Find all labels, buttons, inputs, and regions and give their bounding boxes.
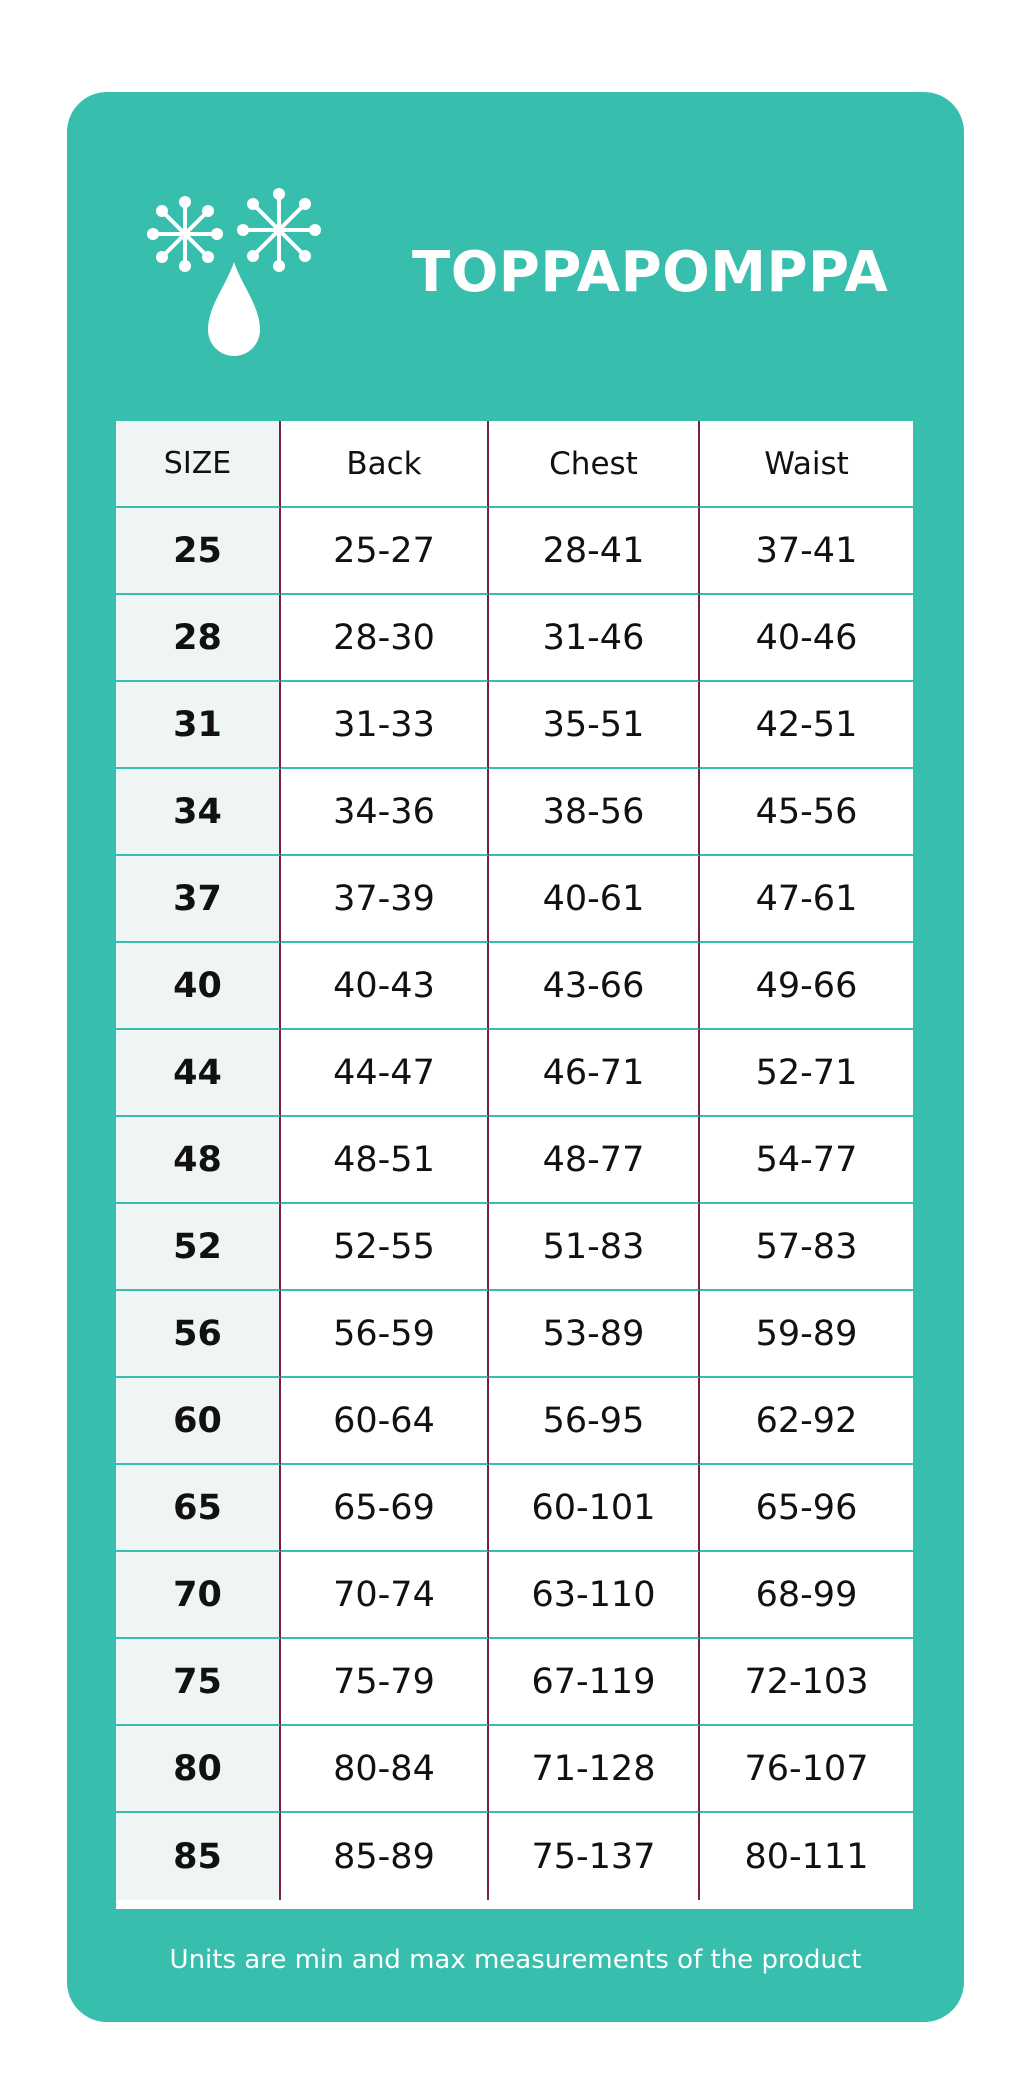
brand-name: TOPPAPOMPPA (412, 240, 889, 305)
size-cell: 31 (116, 682, 281, 769)
back-cell: 65-69 (281, 1465, 489, 1552)
column-header-back: Back (281, 421, 489, 508)
waist-cell: 40-46 (700, 595, 913, 682)
back-cell: 85-89 (281, 1813, 489, 1900)
waist-cell: 42-51 (700, 682, 913, 769)
size-cell: 44 (116, 1030, 281, 1117)
chest-cell: 53-89 (489, 1291, 700, 1378)
chest-cell: 38-56 (489, 769, 700, 856)
column-header-chest: Chest (489, 421, 700, 508)
waist-cell: 80-111 (744, 1836, 869, 1877)
back-cell: 48-51 (281, 1117, 489, 1204)
waist-cell: 72-103 (700, 1639, 913, 1726)
size-cell: 75 (116, 1639, 281, 1726)
back-cell: 75-79 (281, 1639, 489, 1726)
back-cell: 80-84 (281, 1726, 489, 1813)
back-cell: 56-59 (281, 1291, 489, 1378)
chest-cell: 35-51 (489, 682, 700, 769)
back-cell: 52-55 (281, 1204, 489, 1291)
waist-cell: 45-56 (700, 769, 913, 856)
column-header-waist: Waist (700, 421, 913, 508)
snowflake-icon (147, 196, 223, 272)
waist-cell: 76-107 (700, 1726, 913, 1813)
size-cell: 28 (116, 595, 281, 682)
back-cell: 60-64 (281, 1378, 489, 1465)
back-cell: 34-36 (281, 769, 489, 856)
chest-cell: 71-128 (489, 1726, 700, 1813)
size-cell: 37 (116, 856, 281, 943)
back-cell: 70-74 (281, 1552, 489, 1639)
size-cell: 70 (116, 1552, 281, 1639)
chest-cell: 43-66 (489, 943, 700, 1030)
size-cell: 85 (116, 1813, 281, 1900)
chest-cell: 63-110 (489, 1552, 700, 1639)
size-cell: 48 (116, 1117, 281, 1204)
size-cell: 60 (116, 1378, 281, 1465)
back-cell: 28-30 (281, 595, 489, 682)
back-cell: 44-47 (281, 1030, 489, 1117)
units-footnote: Units are min and max measurements of the product (169, 1945, 862, 1975)
back-cell: 25-27 (281, 508, 489, 595)
size-cell: 34 (116, 769, 281, 856)
size-cell: 65 (116, 1465, 281, 1552)
size-cell: 52 (116, 1204, 281, 1291)
waist-cell: 68-99 (700, 1552, 913, 1639)
size-cell: 40 (116, 943, 281, 1030)
chest-cell: 28-41 (489, 508, 700, 595)
chest-cell: 56-95 (489, 1378, 700, 1465)
waist-cell: 54-77 (700, 1117, 913, 1204)
waist-cell: 65-96 (700, 1465, 913, 1552)
chest-cell: 67-119 (489, 1639, 700, 1726)
brand-logo (140, 188, 336, 360)
waist-cell: 52-71 (700, 1030, 913, 1117)
chest-cell: 75-137 (489, 1813, 700, 1900)
chest-cell: 46-71 (489, 1030, 700, 1117)
waist-cell: 57-83 (700, 1204, 913, 1291)
size-cell: 80 (116, 1726, 281, 1813)
column-header-size: SIZE (116, 421, 281, 508)
chest-cell: 31-46 (489, 595, 700, 682)
chest-cell: 40-61 (489, 856, 700, 943)
waist-cell: 47-61 (700, 856, 913, 943)
chest-cell: 60-101 (489, 1465, 700, 1552)
waist-cell: 49-66 (700, 943, 913, 1030)
waist-cell: 37-41 (700, 508, 913, 595)
chest-cell: 48-77 (489, 1117, 700, 1204)
size-table (116, 421, 913, 1909)
back-cell: 31-33 (281, 682, 489, 769)
back-cell: 40-43 (281, 943, 489, 1030)
snowflake-icon (237, 188, 321, 272)
size-cell: 25 (116, 508, 281, 595)
water-drop-icon (208, 262, 260, 356)
chest-cell: 51-83 (489, 1204, 700, 1291)
back-cell: 37-39 (281, 856, 489, 943)
size-cell: 56 (116, 1291, 281, 1378)
waist-cell: 62-92 (700, 1378, 913, 1465)
waist-cell: 59-89 (700, 1291, 913, 1378)
